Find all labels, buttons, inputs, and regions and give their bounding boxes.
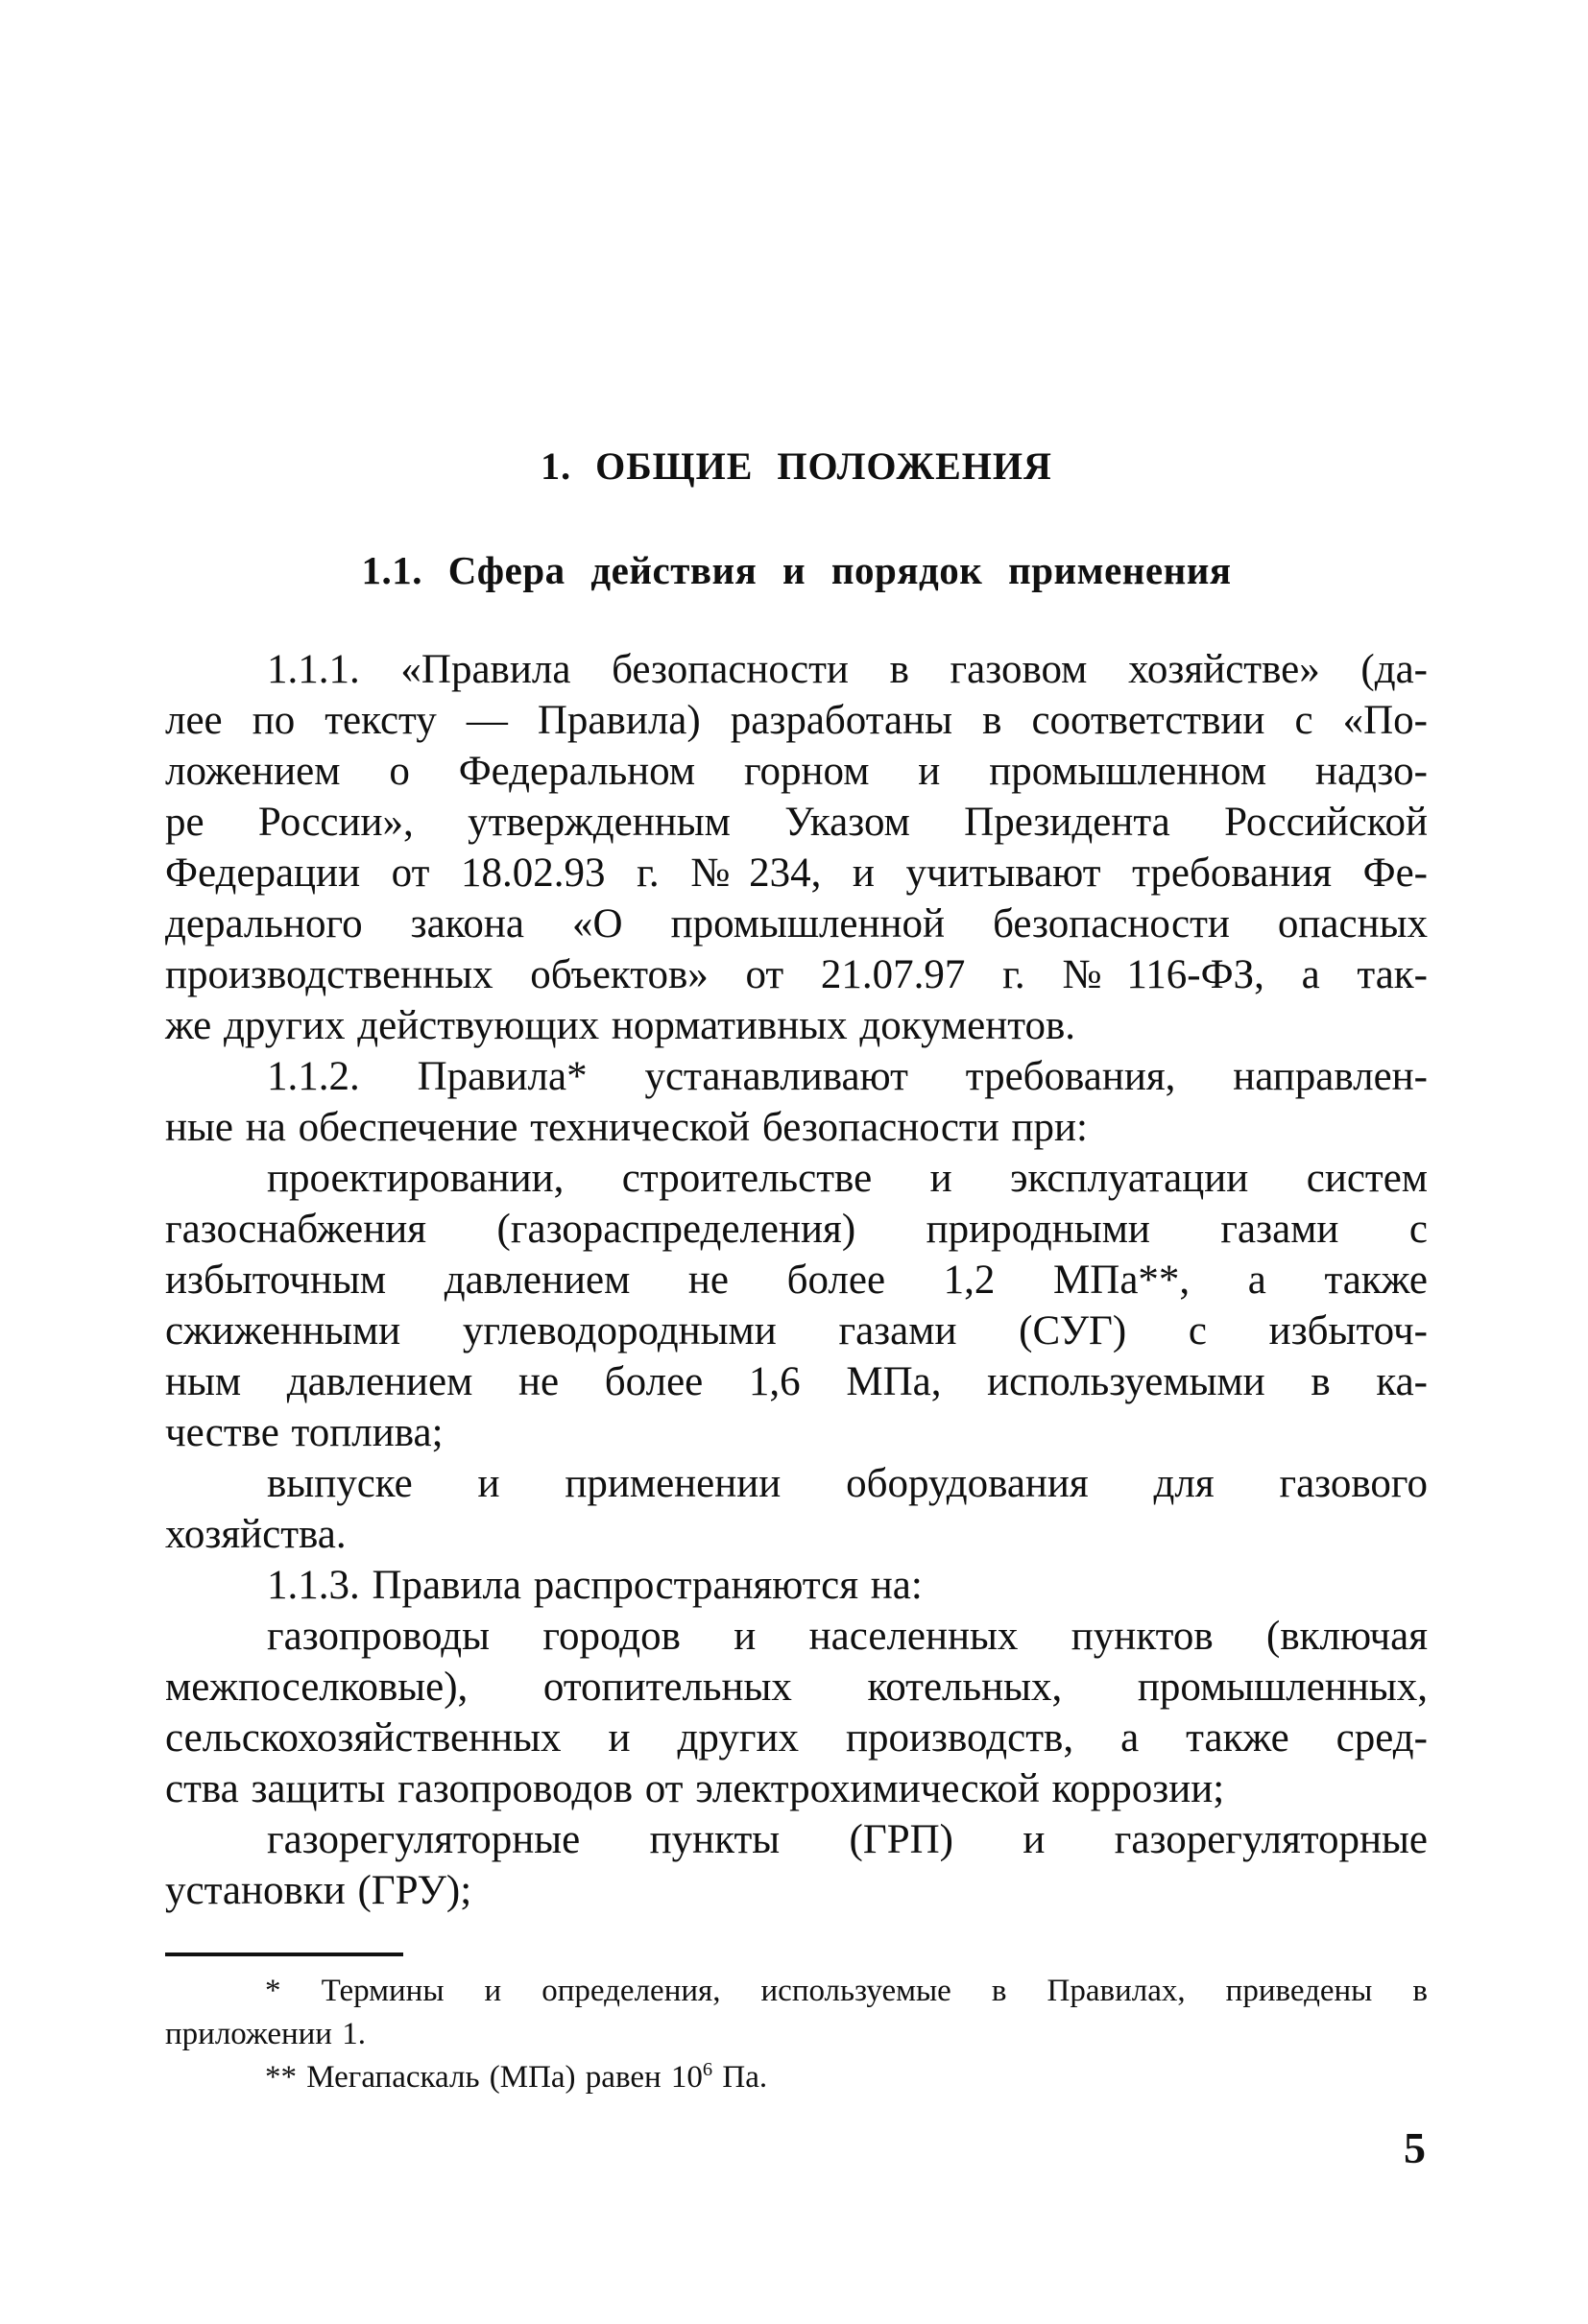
text-line: 1.1.3. Правила распространяются на:: [267, 1563, 923, 1608]
text-line: ства защиты газопроводов от электрохимической коррозии;: [165, 1766, 1225, 1811]
text-line: честве топлива;: [165, 1410, 444, 1455]
text-line: ные на обеспечение технической безопасности при:: [165, 1105, 1088, 1150]
paragraph-1-1-1: [165, 644, 1428, 1051]
text-line: газоснабжения (газораспределения) природными газами с: [165, 1207, 1428, 1252]
page-content: [165, 0, 1428, 2172]
text-line: сжиженными углеводородными газами (СУГ) с избыточ-: [165, 1308, 1428, 1354]
text-line: ложением о Федеральном горном и промышленном надзо-: [165, 749, 1428, 794]
footnote-line: приложении 1.: [165, 2017, 366, 2051]
superscript-exponent: 6: [702, 2059, 713, 2080]
paragraph-item-grp: [165, 1814, 1428, 1916]
footnote-divider: [165, 1953, 403, 1956]
paragraph-item-design: [165, 1153, 1428, 1458]
text-line: 1.1.1. «Правила безопасности в газовом хозяйстве» (да-: [267, 647, 1428, 692]
paragraph-1-1-2: [165, 1051, 1428, 1153]
text-line: выпуске и применении оборудования для газового: [267, 1461, 1428, 1506]
footnote-text-before: ** Мегапаскаль (МПа) равен 10: [265, 2060, 703, 2095]
body-text: [165, 644, 1428, 1916]
text-line: проектировании, строительстве и эксплуатации систем: [267, 1156, 1428, 1201]
text-line: производственных объектов» от 21.07.97 г. №116-ФЗ, а так-: [165, 952, 1428, 997]
section-subtitle: 1.1. Сфера действия и порядок применения: [361, 548, 1232, 592]
paragraph-item-production: [165, 1458, 1428, 1560]
text-line: хозяйства.: [165, 1512, 347, 1557]
text-line: газопроводы городов и населенных пунктов (включая: [267, 1614, 1428, 1659]
text-line: же других действующих нормативных документов.: [165, 1003, 1076, 1048]
text-line: сельскохозяйственных и других производств, а также сред-: [165, 1715, 1428, 1761]
text-line: Федерации от 18.02.93 г. №234, и учитывают требования Фе-: [165, 851, 1428, 896]
text-line: межпоселковые), отопительных котельных, промышленных,: [165, 1665, 1428, 1710]
text-line: ре России», утвержденным Указом Президента Российской: [165, 800, 1428, 845]
text-line: установки (ГРУ);: [165, 1868, 472, 1913]
text-line: газорегуляторные пункты (ГРП) и газорегуляторные: [267, 1817, 1428, 1862]
text-line: ным давлением не более 1,6 МПа, используемыми в ка-: [165, 1359, 1428, 1404]
text-line: лее по тексту — Правила) разработаны в соответствии с «По-: [165, 698, 1428, 743]
footnote-line: [165, 2056, 1428, 2099]
footnote-megapascal: [165, 2056, 1428, 2099]
footnote-text-after: Па.: [712, 2060, 768, 2095]
page-number: 5: [1404, 2123, 1426, 2172]
footnotes: [165, 1970, 1428, 2099]
text-line: избыточным давлением не более 1,2 МПа**, а также: [165, 1258, 1428, 1303]
chapter-title: 1. ОБЩИЕ ПОЛОЖЕНИЯ: [541, 444, 1052, 488]
text-line: дерального закона «О промышленной безопасности опасных: [165, 901, 1428, 946]
footnote-terms: [165, 1970, 1428, 2056]
paragraph-1-1-3: [165, 1560, 1428, 1611]
footnote-line: * Термины и определения, используемые в Правилах, приведены в: [265, 1974, 1428, 2008]
text-line: 1.1.2. Правила* устанавливают требования, направлен-: [267, 1054, 1428, 1099]
paragraph-item-pipelines: [165, 1611, 1428, 1814]
